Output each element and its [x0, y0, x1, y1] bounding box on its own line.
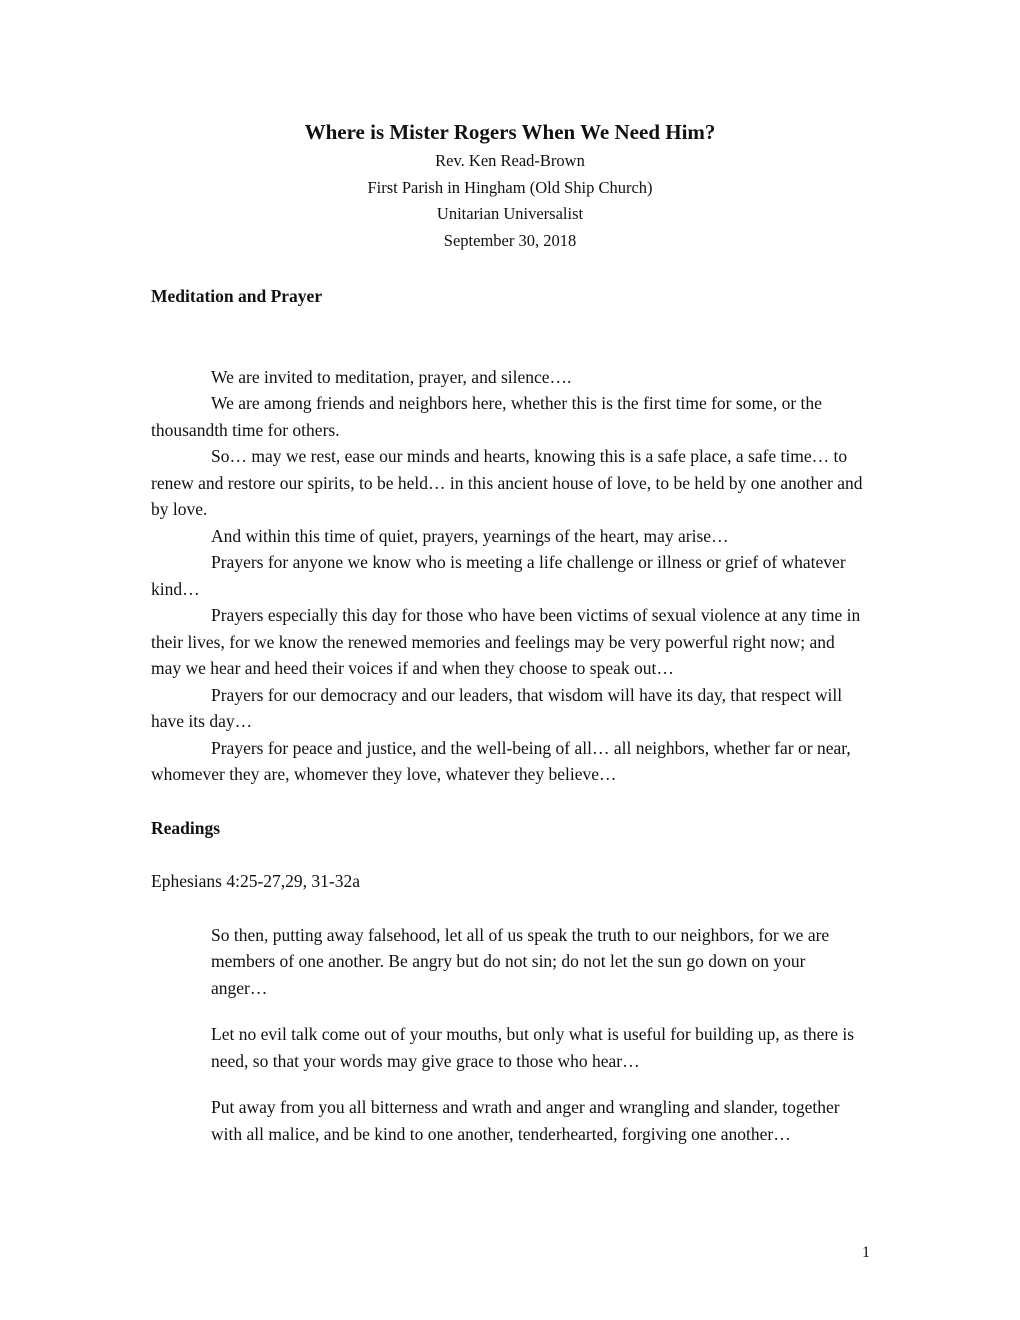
church-line: First Parish in Hingham (Old Ship Church) [367, 177, 653, 197]
meditation-paragraph: And within this time of quiet, prayers, yearnings of the heart, may arise… [211, 525, 729, 546]
author-line: Rev. Ken Read-Brown [435, 151, 585, 170]
reading-passage: So then, putting away falsehood, let all of us speak the truth to our neighbors, for we are members of one another. Be angry but do not sin; do not let the sun go down on your anger… [211, 924, 830, 998]
denomination-line: Unitarian Universalist [436, 204, 584, 223]
section-heading-readings: Readings [151, 817, 221, 838]
meditation-paragraph: Prayers especially this day for those who have been victims of sexual violence at any time in their lives, for we know the renewed memories and feelings may be very powerful right now; and may we hear and heed their voices if and when they choose to speak out… [151, 605, 861, 678]
page-number: 1 [862, 1244, 870, 1261]
reading-source: Ephesians 4:25-27,29, 31-32a [151, 871, 360, 891]
meditation-paragraph: We are invited to meditation, prayer, and silence…. [211, 366, 572, 387]
reading-passage: Put away from you all bitterness and wrath and anger and wrangling and slander, together with all malice, and be kind to one another, tenderhearted, forgiving one another… [211, 1097, 840, 1144]
meditation-paragraph: Prayers for anyone we know who is meeting a life challenge or illness or grief of whatever kind… [151, 552, 846, 599]
date-line: September 30, 2018 [443, 230, 577, 250]
section-heading-meditation: Meditation and Prayer [151, 286, 323, 306]
document-header [0, 117, 1020, 254]
meditation-paragraph: We are among friends and neighbors here, whether this is the first time for some, or the thousandth time for others. [151, 393, 822, 440]
page-title: Where is Mister Rogers When We Need Him? [304, 120, 716, 144]
meditation-paragraph: Prayers for peace and justice, and the well-being of all… all neighbors, whether far or near, whomever they are, whomever they love, whatever they believe… [151, 737, 851, 784]
document-body [151, 283, 866, 1147]
reading-passage: Let no evil talk come out of your mouths, but only what is useful for building up, as there is need, so that your words may give grace to those who hear… [211, 1024, 855, 1071]
meditation-paragraph: So… may we rest, ease our minds and hearts, knowing this is a safe place, a safe time… to renew and restore our spirits, to be held… in this ancient house of love, to be held by one another and by love. [151, 446, 863, 519]
meditation-paragraph: Prayers for our democracy and our leaders, that wisdom will have its day, that respect will have its day… [151, 684, 843, 731]
